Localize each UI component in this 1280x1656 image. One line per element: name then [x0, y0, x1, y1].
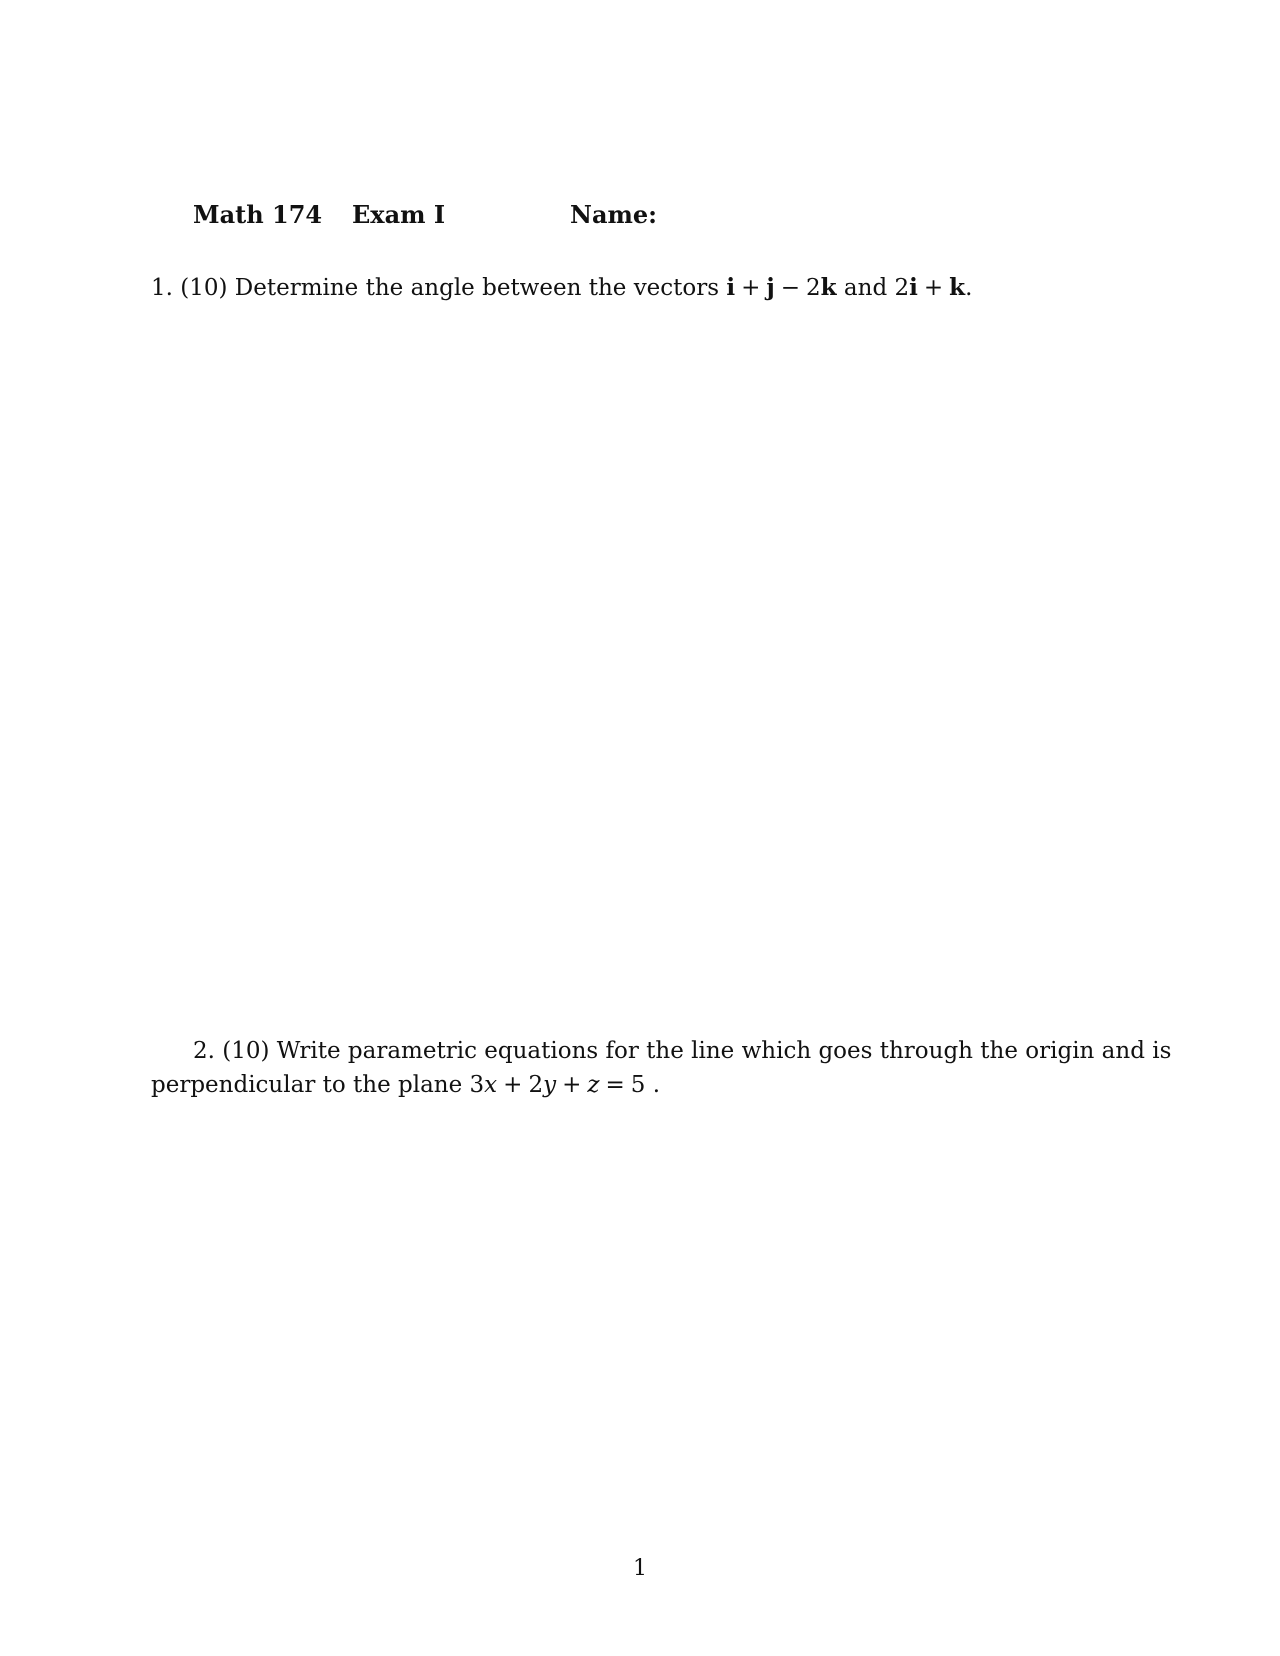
question-line-1: [151, 1034, 1172, 1068]
variable: z: [587, 1072, 600, 1098]
vector-component: k: [820, 274, 837, 301]
conjunction: and: [843, 275, 888, 301]
course-title: Math 174: [193, 200, 323, 229]
vector-component: i: [909, 274, 918, 301]
question-2: [151, 1034, 1172, 1102]
math-operator: +: [741, 275, 761, 301]
coefficient: 2: [528, 1072, 544, 1098]
math-operator: +: [503, 1072, 523, 1098]
question-1: [151, 272, 972, 304]
coefficient: 3: [469, 1072, 485, 1098]
plane-equation: [470, 1072, 646, 1098]
math-operator: =: [605, 1072, 625, 1098]
page-number: 1: [633, 1556, 647, 1581]
question-text-cont: perpendicular to the plane: [151, 1072, 463, 1098]
vector-1: [726, 275, 836, 301]
exam-title: Exam I: [352, 200, 446, 229]
period: .: [965, 275, 973, 301]
math-operator: +: [562, 1072, 582, 1098]
question-line-2: [151, 1068, 1133, 1102]
question-number: 1.: [151, 275, 173, 301]
question-points: (10): [222, 1038, 270, 1064]
vector-2: [894, 275, 965, 301]
question-text: Determine the angle between the vectors: [234, 275, 720, 301]
vector-component: j: [766, 274, 775, 301]
vector-component: i: [726, 274, 736, 301]
question-text: Write parametric equations for the line which goes through the origin and is: [276, 1038, 1172, 1064]
math-operator: −: [780, 275, 801, 301]
question-points: (10): [180, 275, 228, 301]
coefficient: 2: [894, 275, 910, 301]
name-label: Name:: [570, 200, 658, 229]
question-number: 2.: [193, 1038, 215, 1064]
constant: 5: [630, 1072, 646, 1098]
variable: x: [484, 1072, 498, 1098]
coefficient: 2: [806, 275, 821, 301]
vector-component: k: [949, 274, 966, 301]
period: .: [652, 1072, 661, 1098]
math-operator: +: [923, 275, 944, 301]
variable: y: [543, 1072, 557, 1098]
